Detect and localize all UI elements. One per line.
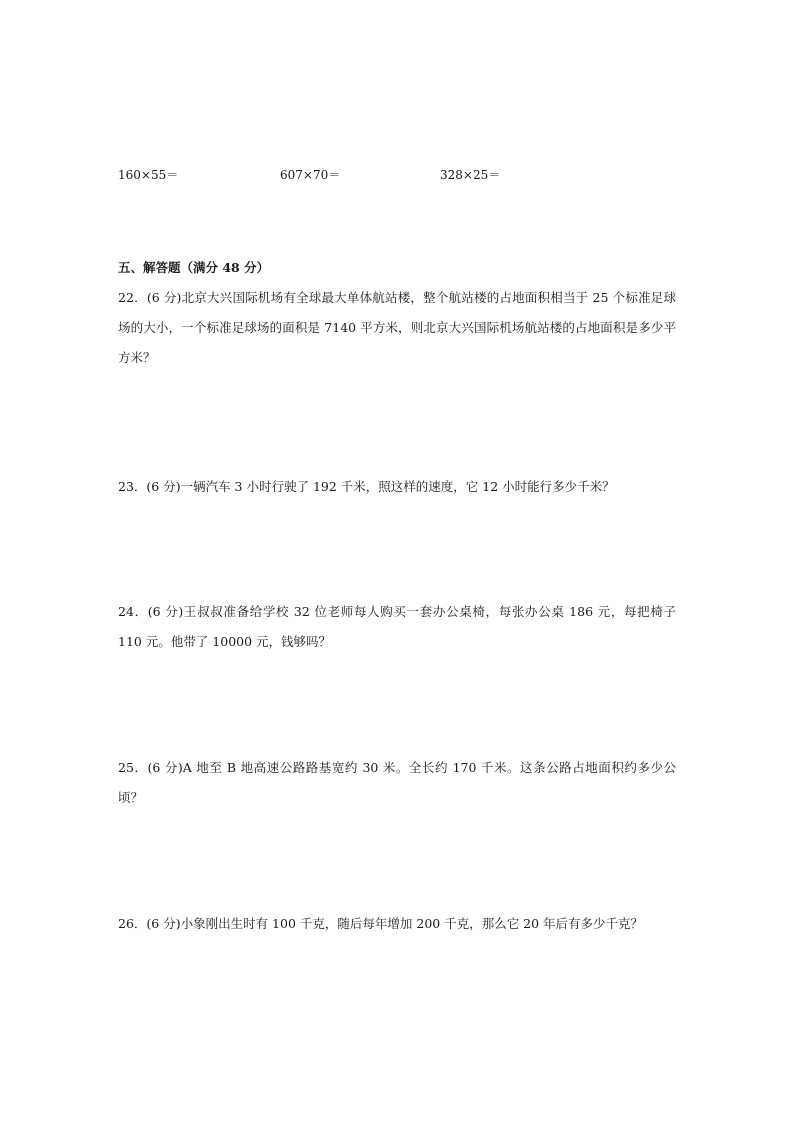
calc-item: 607×70＝ [280, 168, 341, 182]
question-23: 23．(6 分)一辆汽车 3 小时行驶了 192 千米，照这样的速度，它 12 小时能行多少千米？ [118, 479, 615, 494]
question-22: 22．(6 分)北京大兴国际机场有全球最大单体航站楼，整个航站楼的占地面积相当于 25 个标准足球场的大小，一个标准足球场的面积是 7140 平方米，则北京大兴国际机场航站楼的占地面积是多少平方米？ [118, 290, 676, 365]
calc-item: 160×55＝ [118, 168, 179, 182]
question-24: 24．(6 分)王叔叔准备给学校 32 位老师每人购买一套办公桌椅，每张办公桌 186 元，每把椅子 110 元。他带了 10000 元，钱够吗？ [118, 604, 676, 649]
oral-calculation-row [118, 165, 678, 185]
section-title: 五、解答题（满分 48 分） [118, 260, 270, 275]
question-26: 26．(6 分)小象刚出生时有 100 千克，随后每年增加 200 千克，那么它 20 年后有多少千克？ [118, 916, 644, 931]
question-25: 25．(6 分)A 地至 B 地高速公路路基宽约 30 米。全长约 170 千米。这条公路占地面积约多少公顷？ [118, 760, 676, 805]
calc-item: 328×25＝ [440, 168, 501, 182]
